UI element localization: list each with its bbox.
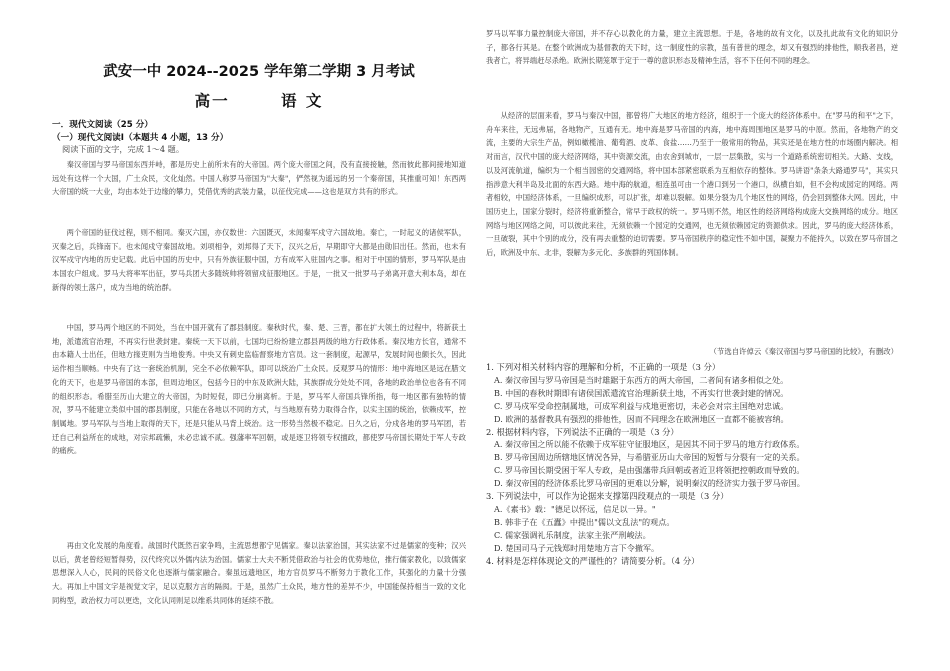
question-1 <box>486 361 898 426</box>
question-1-option-a[interactable]: A. 秦汉帝国与罗马帝国是当时雄踞于东西方的两大帝国，二者间有诸多相似之处。 <box>494 374 789 385</box>
question-2-stem: 2. 根据材料内容，下列说法不正确的一项是（3 分） <box>486 426 679 437</box>
passage-source: （节选自许倬云《秦汉帝国与罗马帝国的比较》，有删改） <box>709 347 898 356</box>
question-2-option-b[interactable]: B. 罗马帝国周边所辖地区情况各异，与希腊亚历山大帝国的短暂与分裂有一定的关系。 <box>494 452 805 463</box>
exam-subtitle <box>52 89 466 111</box>
question-1-option-d[interactable]: D. 欧洲的基督教具有强烈的排他性，因而不同理念在欧洲地区一直都不能被容纳。 <box>494 413 789 424</box>
question-4 <box>486 555 898 568</box>
grade-label: 高一 <box>194 92 230 110</box>
question-3-stem: 3. 下列说法中，可以作为论据来支撑第四段观点的一项是（3 分） <box>486 491 729 502</box>
question-4-stem: 4. 材料是怎样体现论文的严谨性的？请简要分析。（4 分） <box>486 555 700 566</box>
passage-paragraph-3: 中国，罗马两个地区的不同处，当在中国开就有了郡县制度。秦秋时代，秦、楚、三晋，都在扩大领土的过程中，将新获土地，派遣流官治理，不再实行世袭封建。秦统一天下以前，七国均已纷纷建立郡县两级的地方行政体系。秦汉地方长官，通常不由本籍人士出任，但地方掾吏则为当地俊秀。中央又有刺史监临督察地方官员。这一套制度，起源早，发展时间也颇长久，因此运作相当顺畅。中央有了这一套统治机制，完全不必依赖军队，即可以统治广土众民。反观罗马的情形：地中海地区是远在腊文化的天下，也是罗马帝国的本部，但周边地区，包括今日的中东及欧洲大陆，其族群成分处处不同，各地的政治单位也各有不同的组织形态。希腊至历山大建立的大帝国，为时短促，即已分崩离析。于是，罗马军人帝国兵锋所指，每一地区都有独特的情况，罗马不能建立类似中国的郡县制度，只能在各地以不同的方式，与当地原有势力取得合作，以实主国的统治，依赖戍军，控制属地。罗马军队与当地上取得的天下，还是只能从马背上统治。这一形势当然极不稳定。日久之后，分戍各地的罗马军团，若迁自己利益所在的成地，对宗邦疏懒，未必忠诚不贰。强藩率军回朝，或是逐卫将领专权擅政，都使罗马帝国长期处于军人专政的痛疾。 <box>52 323 466 456</box>
question-3-option-c[interactable]: C. 儒家强调礼乐制度，法家主张严刑峻法。 <box>494 529 651 540</box>
question-1-option-c[interactable]: C. 罗马戍军受命控制属地，可成军利益与戍地更密切，未必会对宗主国绝对忠诚。 <box>494 400 789 411</box>
sub-section-heading: （一）现代文阅读Ⅰ（本题共 4 小题，13 分） <box>52 133 229 143</box>
passage-paragraph-2: 两个帝国的征伐过程，则不相同。秦灭六国，亦仅数世：六国既灭，未闻秦军戍守六国故地。秦亡，一时起义的诸侯军队，灭秦之后，兵锋南下。也未闻戍守秦国故地。刘项相争，刘邦得了天下，汉兴之后，早期即守大都是由勋旧出任。然而，也未有汉军戍守内地的历史记载。此后中国的历史中，只有外族征服中国，方有成军入驻国内之事。相对于中国的情形，罗马军队是由本国农户组成。罗马大将率军出征，罗马兵团大多随统帅将领留戍征服地区。于是，一批又一批罗马子弟离开意大利本岛，却在新得的领土落户，成为当地的统治群。 <box>52 228 466 292</box>
question-3-option-d[interactable]: D. 楚国司马子元钱郑时用楚地方言下令撤军。 <box>494 542 660 553</box>
reading-instruction: 阅读下面的文字，完成 1～4 题。 <box>62 144 185 154</box>
question-3-option-a[interactable]: A.《素书》载："德足以怀远，信足以一异。" <box>494 503 656 514</box>
passage-paragraph-6: 从经济的层面来看，罗马与秦汉中国，都曾将广大地区的地方经济，组织于一个庞大的经济体系中。在"罗马的和平"之下，舟车来往，无远弗届，各地物产，互通有无。地中海是罗马帝国的内海，地中海周围地区是罗马的中原。然而，各地物产的交流，主要的大宗生产品，例如橄榄油、葡萄酒、皮革、食盐……乃至于一般常用的物品，其实还是在地方性的市场圈内解决。相对而言，汉代中国的庞大经济网络，其中资源交流，由农舍到城市，一层一层集散，实与一个道路系统密切相关。大路、支线，以及河流航道，编织为一个相当园密的交通网络，将中国本部紧密联系为互相依存的整体。罗马讲语"条条大路通罗马"，其实只指涉意大利半岛及北面的东西大路。地中海的航道，相连虽可由一个港口到另一个港口，纵横自如，但不会构成园定的网络。两者相较，中国经济体系，一旦编织成形，可以扩张，却难以裂解。如果分裂为几个地区性的网络，仍会回到整体大网。因此，中国历史上，国家分裂时，经济将重新整合，常早于政权的统一。罗马则不然，地区性的经济网络构成庞大交换网络的成分。地区网络与地区网络之间，可以彼此来往，无须依赖一个园定的交通网，也无须依赖园定的资源供求。因此，罗马的庞大经济体系，一旦破裂，其中个别的成分，没有再去重整的迫切需要。罗马帝国秩序的稳定性不如中国，凝聚力不能持久，以致在罗马帝国之后，欧洲及中东、北非，裂解为多元化、多族群的列国体制。 <box>486 111 898 258</box>
question-list <box>486 361 898 568</box>
question-2-option-a[interactable]: A. 秦汉帝国之所以能不依赖于戍军驻守征服地区，是因其不同于罗马的地方行政体系。 <box>494 439 805 450</box>
exam-title: 武安一中 2024--2025 学年第二学期 3 月考试 <box>103 64 415 80</box>
question-1-stem: 1. 下列对相关材料内容的理解和分析，不正确的一项是（3 分） <box>486 362 721 372</box>
question-2-option-c[interactable]: C. 罗马帝国长期受困于军人专政，是由强藩带兵回朝或者近卫将领把控朝政而导致的。 <box>494 465 805 476</box>
question-3 <box>486 490 898 555</box>
subject-label: 语 文 <box>281 92 324 110</box>
question-1-option-b[interactable]: B. 中国的春秋时期即有诸侯国派遣流官治理新获土地，不再实行世袭封建的情况。 <box>494 387 789 398</box>
passage-paragraph-1: 秦汉帝国与罗马帝国东西并峙，都是历史上前所未有的大帝国。两个庞大帝国之间，没有直接接触，然而彼此都间接地知道远处有这样一个大国，广土众民，文化灿然。中国人称罗马帝国为"大秦"，俨然视为遥远的另一个秦帝国，其推重可知！东西两大帝国的统一大业，均由本处于边缘的攀力，凭借优秀的武装力量，以征伐完成——这也是双方共有的形式。 <box>52 160 466 197</box>
question-3-option-b[interactable]: B. 韩非子在《五蠹》中提出"儒以文乱法"的观点。 <box>494 516 675 527</box>
question-2-option-d[interactable]: D. 秦汉帝国的经济体系比罗马帝国的更难以分解，说明秦汉的经济实力强于罗马帝国。 <box>494 478 805 489</box>
passage-paragraph-4: 再由文化发展的角度看。战国时代既然百家争鸣，主流思想都宁见儒家。秦以法家治国，其实法家不过是儒家的变种；汉兴以后，黄老曾经短暂得势，汉代终究以外儒内法为治国。儒家士大夫不断凭借政治与社会的优势地位，推行儒家教化，以致儒家思想深入人心，民间的民俗文化也逐渐与儒家融合。秦虽远遗地区，地方官员罗马不断努力于教化工作，其强化的力量十分强大。再加上中国文字是视觉文字，足以克服方言的隔阂。于是，虽然广土众民，地方性的差异不少，中国能保持相当一致的文化同构型，政治权力可以更迭，文化认同则足以维系共同体的延续不散。 <box>52 541 466 605</box>
section-heading: 一．现代文阅读（25 分） <box>52 120 153 130</box>
question-2 <box>486 426 898 491</box>
passage-paragraph-5: 罗马以军事力量控制庞大帝国，并不存心以教化的力量，建立主流思想。于是，各地的故有文化，以及扎此故有文化的知识分子，都各行其是。在整个欧洲成为基督教的天下时，这一制度性的宗教，虽有普世的理念，却又有强烈的排他性，顺我者昌，逆我者亡，将异端赶尽杀绝。欧洲长期笼罩于定于一尊的意识形态及精神生活，容不下任何不同的理念。 <box>486 29 898 66</box>
